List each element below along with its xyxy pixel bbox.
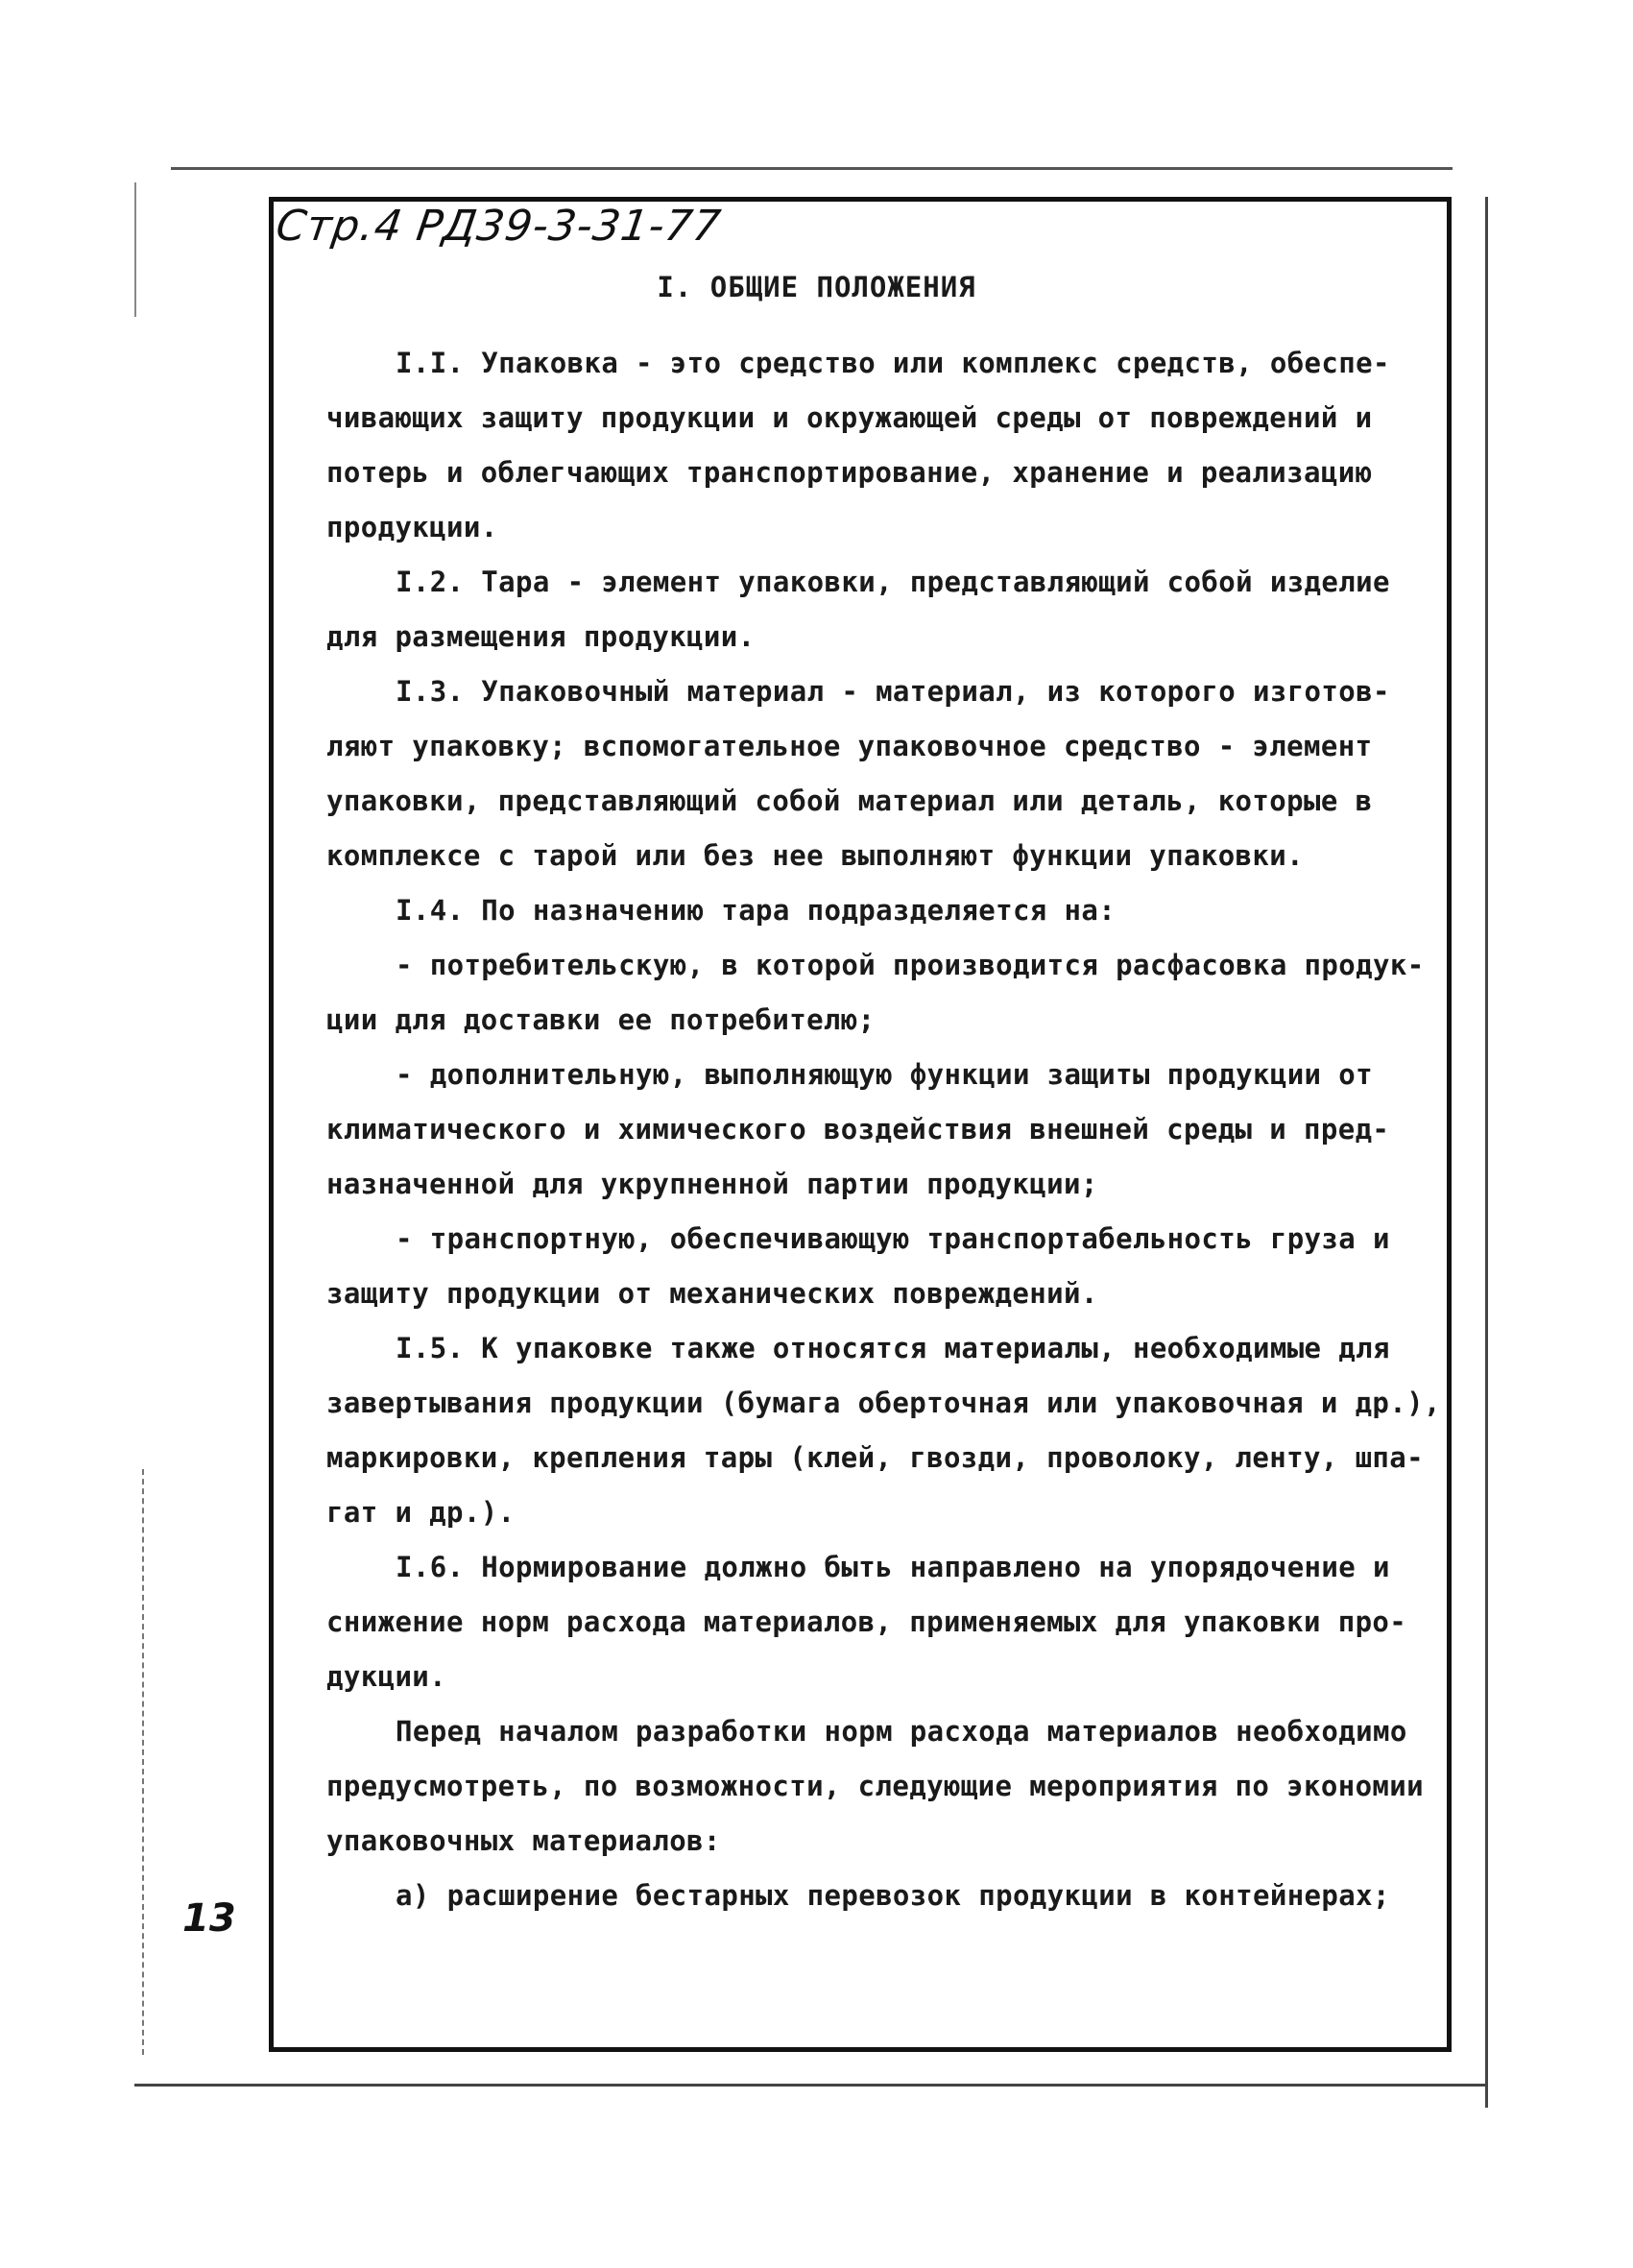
text-line: - транспортную, обеспечивающую транспортабельность груза и [396,1222,1390,1255]
text-line: упаковочных материалов: [326,1824,721,1857]
text-line: I.3. Упаковочный материал - материал, из которого изготов- [396,675,1390,708]
text-line: снижение норм расхода материалов, применяемых для упаковки про- [326,1605,1407,1638]
text-line: потерь и облегчающих транспортирование, хранение и реализацию [326,456,1373,489]
text-line: дукции. [326,1660,447,1693]
text-line: чивающих защиту продукции и окружающей среды от повреждений и [326,401,1373,434]
text-line: маркировки, крепления тары (клей, гвозди, проволоку, ленту, шпа- [326,1441,1425,1474]
text-line: I.6. Нормирование должно быть направлено на упорядочение и [396,1551,1390,1583]
text-line: Перед началом разработки норм расхода материалов необходимо [396,1715,1407,1748]
text-line: назначенной для укрупненной партии продукции; [326,1168,1098,1200]
text-line: а) расширение бестарных перевозок продукции в контейнерах; [396,1879,1390,1912]
sheet-edge-bottom [134,2084,1488,2087]
text-line: I.2. Тара - элемент упаковки, представляющий собой изделие [396,566,1390,598]
text-line: I.I. Упаковка - это средство или комплекс средств, обеспе- [396,347,1390,379]
text-line: ции для доставки ее потребителю; [326,1003,876,1036]
sheet-edge-right [1485,197,1488,2108]
page-stamp: Стр.4 РД39-3-31-77 [273,202,725,251]
text-line: предусмотреть, по возможности, следующие мероприятия по экономии [326,1770,1425,1802]
text-line: - потребительскую, в которой производится расфасовка продук- [396,949,1425,981]
text-line: климатического и химического воздействия внешней среды и пред- [326,1113,1390,1146]
sheet-edge-left [142,1469,144,2055]
text-line: завертывания продукции (бумага оберточная или упаковочная и др.), [326,1387,1441,1419]
margin-page-number: 13 [182,1896,236,1941]
section-title: I. ОБЩИЕ ПОЛОЖЕНИЯ [657,271,976,303]
text-line: защиту продукции от механических повреждений. [326,1277,1098,1310]
text-line: I.5. К упаковке также относятся материалы, необходимые для [396,1332,1390,1364]
text-line: - дополнительную, выполняющую функции защиты продукции от [396,1058,1373,1091]
body-text [326,336,1441,1923]
text-line: продукции. [326,511,498,543]
sheet-edge-top [171,167,1453,170]
text-line: упаковки, представляющий собой материал или деталь, которые в [326,784,1373,817]
text-line: I.4. По назначению тара подразделяется на: [396,894,1117,927]
text-line: гат и др.). [326,1496,516,1529]
text-line: комплексе с тарой или без нее выполняют функции упаковки. [326,839,1304,872]
text-line: ляют упаковку; вспомогательное упаковочное средство - элемент [326,730,1373,762]
text-line: для размещения продукции. [326,620,756,653]
